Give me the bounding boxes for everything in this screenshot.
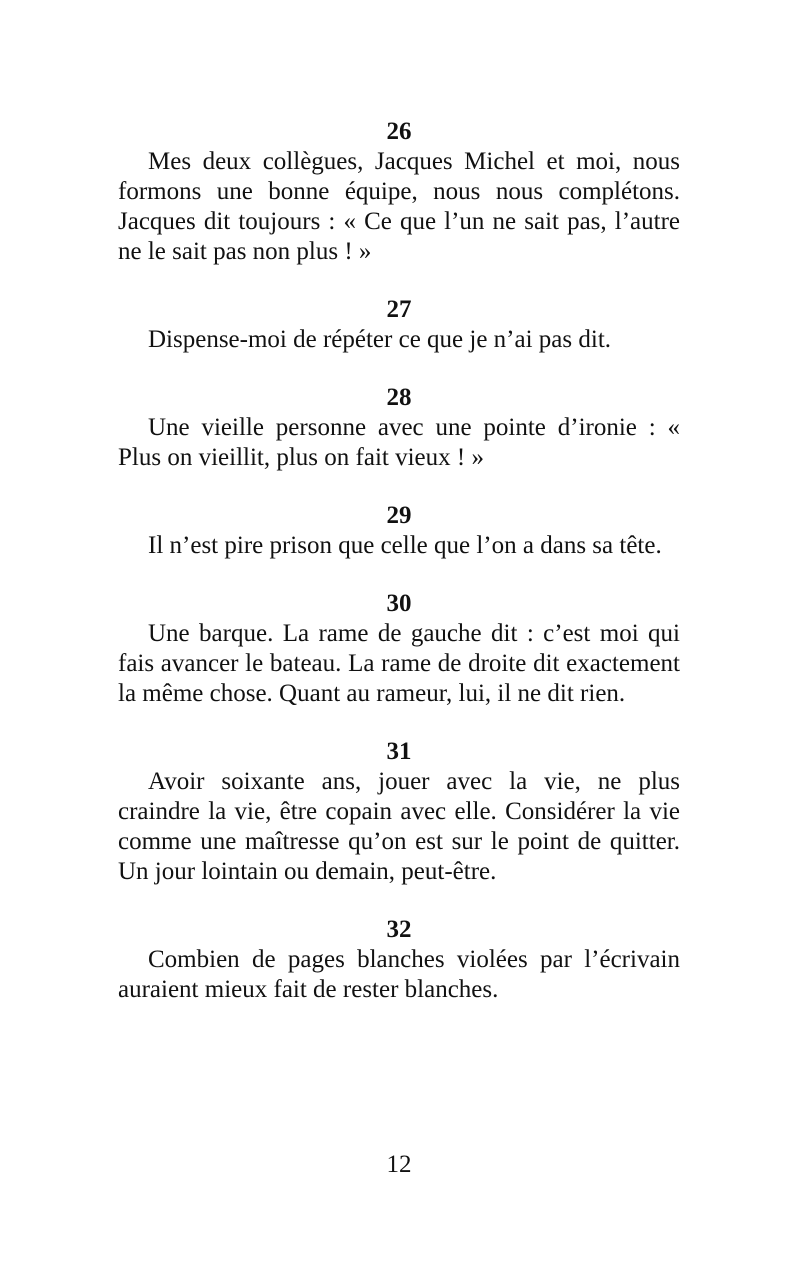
entry-text: Avoir soixante ans, jouer avec la vie, ne plus craindre la vie, être copain avec elle. Considérer la vie comme une maîtresse qu’on est sur le point de quitter. Un jour lointain ou demain, peut-être. <box>118 768 680 885</box>
entry-32 <box>118 915 680 1005</box>
entry-number: 31 <box>386 738 412 765</box>
entry-number: 30 <box>386 590 412 617</box>
entry-31 <box>118 737 680 887</box>
entry-text: Dispense-moi de répéter ce que je n’ai pas dit. <box>148 326 612 353</box>
entry-30 <box>118 589 680 709</box>
entry-28 <box>118 383 680 473</box>
entry-text: Il n’est pire prison que celle que l’on a dans sa tête. <box>148 532 662 559</box>
entry-number: 26 <box>386 118 412 145</box>
page-number: 12 <box>386 1151 412 1178</box>
entry-26 <box>118 117 680 267</box>
entry-number: 32 <box>386 916 412 943</box>
entry-text: Une vieille personne avec une pointe d’ironie : « Plus on vieillit, plus on fait vieux ! » <box>118 414 680 471</box>
entry-text: Combien de pages blanches violées par l’écrivain auraient mieux fait de rester blanches. <box>118 946 680 1003</box>
entry-27 <box>118 295 680 355</box>
page-body <box>118 117 680 1033</box>
entry-29 <box>118 501 680 561</box>
entry-number: 27 <box>386 296 412 323</box>
entry-number: 29 <box>386 502 412 529</box>
entry-text: Mes deux collègues, Jacques Michel et moi, nous formons une bonne équipe, nous nous complétons. Jacques dit toujours : « Ce que l’un ne sait pas, l’autre ne le sait pas non plus ! » <box>118 148 680 265</box>
entry-text: Une barque. La rame de gauche dit : c’est moi qui fais avancer le bateau. La rame de droite dit exactement la même chose. Quant au rameur, lui, il ne dit rien. <box>118 620 680 707</box>
entry-number: 28 <box>386 384 412 411</box>
